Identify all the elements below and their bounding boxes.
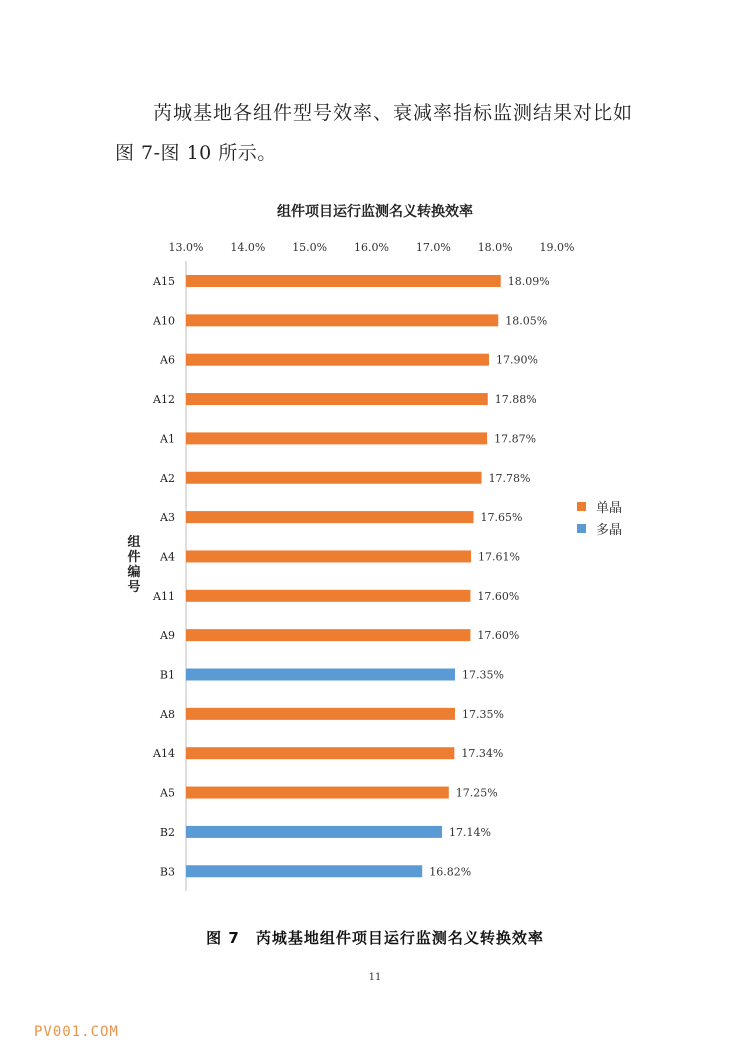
legend-swatch-mono [577, 502, 586, 511]
bar [186, 629, 470, 641]
bar [186, 590, 470, 602]
data-label: 17.90% [495, 353, 538, 367]
data-label: 17.78% [488, 471, 531, 485]
y-tick-label: A14 [153, 747, 175, 761]
y-tick-label: A11 [153, 589, 175, 603]
data-label: 17.60% [477, 629, 520, 643]
bar [186, 550, 471, 562]
x-tick-label: 19.0% [539, 241, 575, 254]
legend-swatch-poly [577, 524, 586, 533]
data-label: 17.87% [494, 432, 537, 446]
data-label: 17.34% [461, 747, 504, 761]
data-label: 17.88% [494, 393, 537, 407]
bar [186, 275, 501, 287]
y-tick-label: A9 [160, 629, 175, 643]
bar [186, 314, 498, 326]
bar [186, 747, 454, 759]
x-tick-label: 15.0% [292, 241, 328, 254]
x-tick-label: 13.0% [168, 241, 204, 254]
y-tick-label: A3 [160, 511, 175, 525]
chart-title: 组件项目运行监测名义转换效率 [277, 204, 473, 220]
data-label: 17.60% [477, 589, 520, 603]
paragraph-line-1: 芮城基地各组件型号效率、衰减率指标监测结果对比如 [153, 102, 634, 124]
bar [186, 787, 449, 799]
bar [186, 432, 487, 444]
bar [186, 393, 488, 405]
watermark: PV001.COM [34, 1024, 119, 1040]
figure-caption: 图 7 芮城基地组件项目运行监测名义转换效率 [206, 929, 544, 947]
y-axis-title: 组件编号 [127, 535, 141, 595]
y-tick-label: A2 [160, 471, 175, 485]
bar [186, 472, 482, 484]
y-tick-label: A8 [160, 707, 175, 721]
y-tick-label: A15 [153, 275, 175, 288]
y-tick-label: B1 [159, 668, 175, 682]
data-label: 16.82% [429, 865, 472, 879]
data-label: 17.65% [480, 511, 523, 525]
y-tick-label: A12 [153, 393, 175, 407]
y-tick-label: A1 [160, 432, 175, 446]
y-tick-label: B2 [159, 825, 175, 839]
y-tick-label: B3 [159, 865, 175, 879]
y-tick-label: A4 [160, 550, 175, 564]
y-tick-label: A6 [160, 353, 175, 367]
legend-label-poly: 多晶 [596, 522, 623, 538]
x-tick-label: 14.0% [230, 241, 266, 254]
data-label: 17.35% [461, 668, 504, 682]
legend-item-poly [577, 517, 622, 539]
bar [186, 511, 474, 523]
data-label: 17.25% [455, 786, 498, 800]
data-label: 17.14% [448, 825, 491, 839]
legend-label-mono: 单晶 [596, 500, 623, 516]
chart-legend [577, 495, 622, 539]
data-label: 18.05% [505, 314, 548, 328]
data-label: 18.09% [507, 275, 550, 288]
bar [186, 865, 422, 877]
bar [186, 669, 455, 681]
data-label: 17.35% [461, 707, 504, 721]
x-tick-label: 17.0% [415, 241, 451, 254]
x-tick-label: 18.0% [477, 241, 513, 254]
paragraph-line-2: 图 7-图 10 所示。 [115, 142, 277, 164]
data-label: 17.61% [478, 550, 521, 564]
legend-item-mono [577, 495, 622, 517]
x-tick-label: 16.0% [354, 241, 389, 254]
bar [186, 826, 442, 838]
page-number: 11 [368, 972, 382, 983]
bar [186, 354, 489, 366]
y-tick-label: A10 [153, 314, 175, 328]
bar [186, 708, 455, 720]
y-tick-label: A5 [160, 786, 175, 800]
